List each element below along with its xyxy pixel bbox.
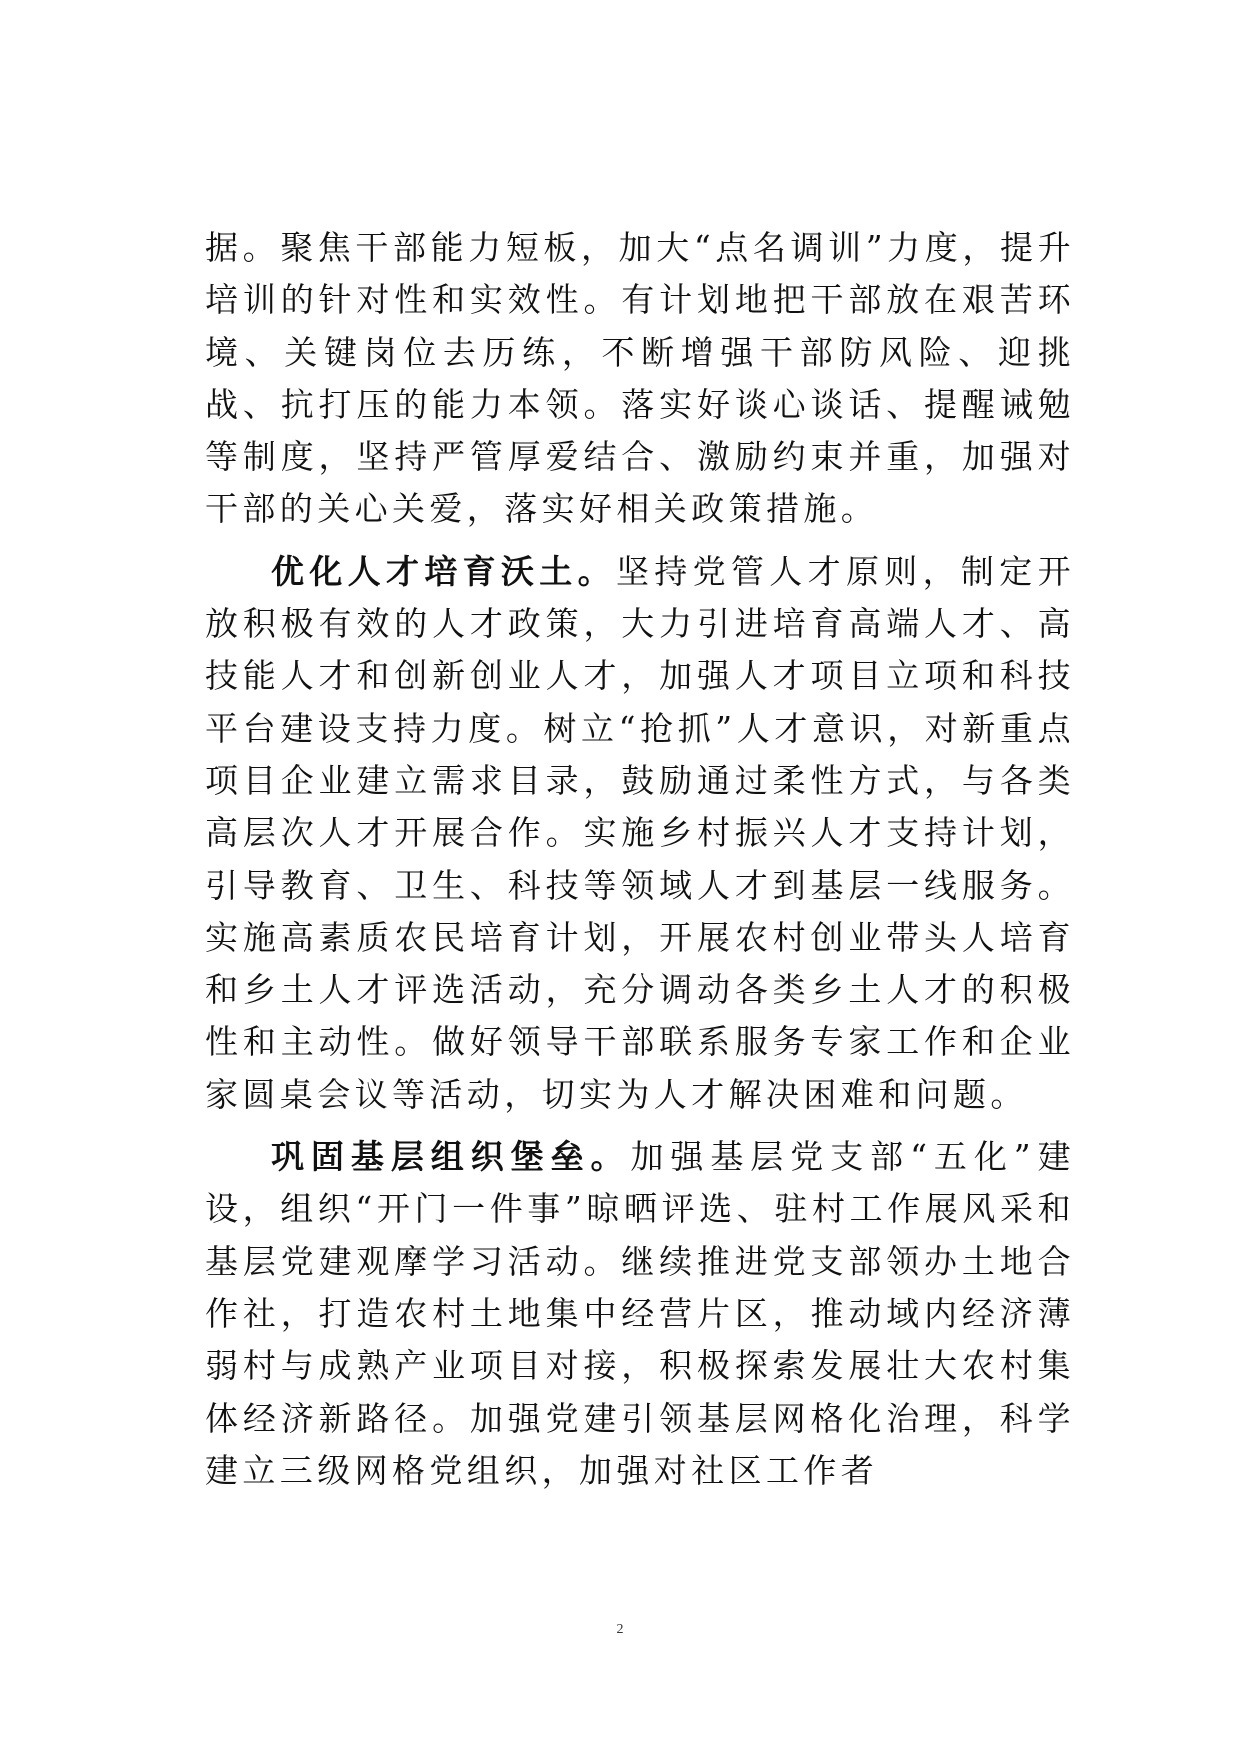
paragraph-text: 坚持党管人才原则，制定开放积极有效的人才政策，大力引进培育高端人才、高技能人才和创新创业人才，加强人才项目立项和科技平台建设支持力度。树立“抢抓”人才意识，对新重点项目企业建立需求目录，鼓励通过柔性方式，与各类高层次人才开展合作。实施乡村振兴人才支持计划，引导教育、卫生、科技等领域人才到基层一线服务。实施高素质农民培育计划，开展农村创业带头人培育和乡土人才评选活动，充分调动各类乡土人才的积极性和主动性。做好领导干部联系服务专家工作和企业家圆桌会议等活动，切实为人才解决困难和问题。: [205, 551, 1075, 1114]
paragraph-text: 加强基层党支部“五化”建设，组织“开门一件事”晾晒评选、驻村工作展风采和基层党建观摩学习活动。继续推进党支部领办土地合作社，打造农村土地集中经营片区，推动域内经济薄弱村与成熟产业项目对接，积极探索发展壮大农村集体经济新路径。加强党建引领基层网格化治理，科学建立三级网格党组织，加强对社区工作者: [205, 1137, 1075, 1490]
paragraph-text: 据。聚焦干部能力短板，加大“点名调训”力度，提升培训的针对性和实效性。有计划地把干部放在艰苦环境、关键岗位去历练，不断增强干部防风险、迎挑战、抗打压的能力本领。落实好谈心谈话、提醒诫勉等制度，坚持严管厚爱结合、激励约束并重，加强对干部的关心关爱，落实好相关政策措施。: [205, 228, 1075, 529]
paragraph-grassroots-organization: [205, 1131, 1075, 1497]
page-number: 2: [616, 1622, 624, 1637]
paragraph-talent-cultivation: [205, 546, 1075, 1121]
paragraph-cadre-management: [205, 222, 1075, 536]
paragraph-lead: 巩固基层组织堡垒。: [271, 1137, 631, 1177]
document-body: [205, 222, 1075, 1497]
paragraph-lead: 优化人才培育沃土。: [271, 551, 616, 591]
